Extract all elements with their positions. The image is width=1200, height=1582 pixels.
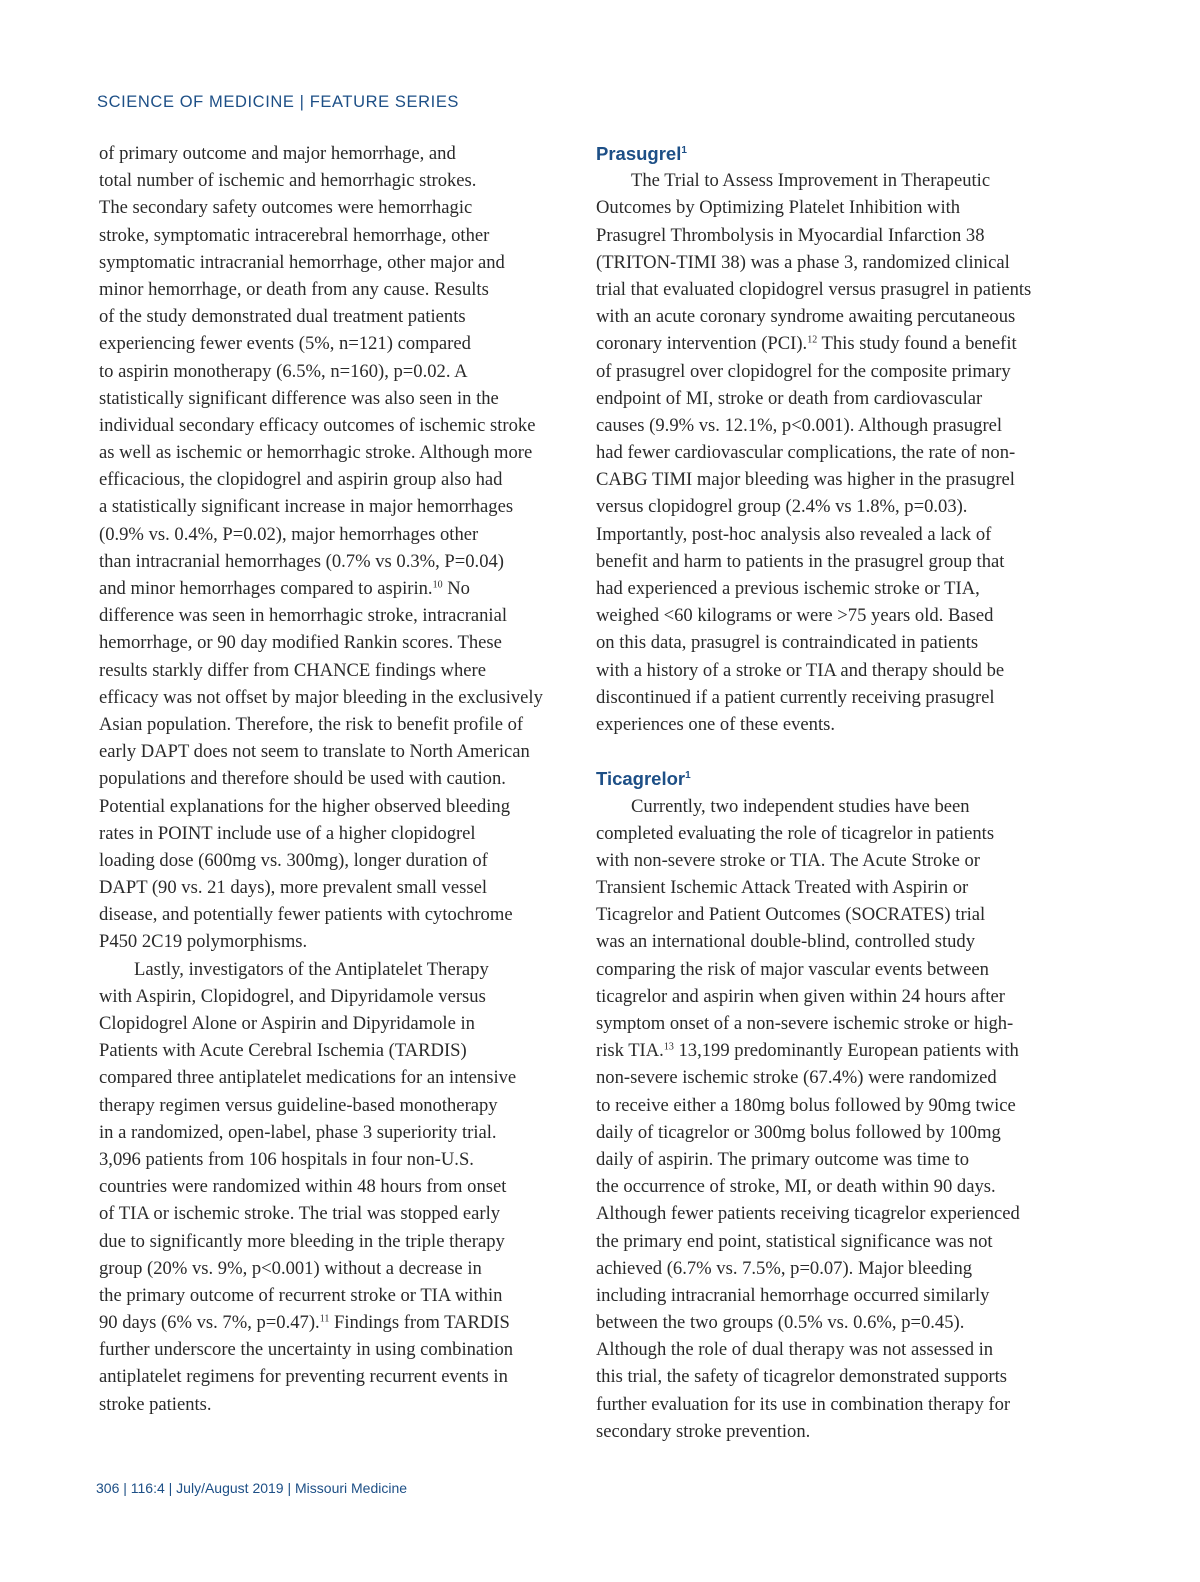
text-line: of the study demonstrated dual treatment patients [99, 306, 466, 328]
text-segment: No [442, 578, 470, 599]
text-line: efficacious, the clopidogrel and aspirin group also had [99, 469, 503, 491]
paragraph [99, 140, 573, 956]
text-line: difference was seen in hemorrhagic stroke, intracranial [99, 605, 508, 627]
text-line: further evaluation for its use in combination therapy for [596, 1393, 1011, 1415]
text-line: between the two groups (0.5% vs. 0.6%, p=0.45). [596, 1312, 965, 1334]
text-line: on this data, prasugrel is contraindicated in patients [596, 632, 979, 654]
text-line: Asian population. Therefore, the risk to benefit profile of [99, 713, 524, 735]
text-line: the occurrence of stroke, MI, or death within 90 days. [596, 1176, 996, 1198]
text-line: hemorrhage, or 90 day modified Rankin scores. These [99, 632, 502, 654]
text-line: to receive either a 180mg bolus followed by 90mg twice [596, 1094, 1016, 1116]
reference-number: 13 [663, 1041, 674, 1053]
text-line: Although fewer patients receiving ticagrelor experienced [596, 1203, 1020, 1225]
text-line: stroke, symptomatic intracerebral hemorrhage, other [99, 224, 490, 246]
paragraph [99, 956, 573, 1418]
text-line: minor hemorrhage, or death from any cause. Results [99, 278, 489, 300]
text-line: The secondary safety outcomes were hemorrhagic [99, 197, 473, 219]
text-segment: and minor hemorrhages compared to aspirin. [99, 578, 433, 599]
running-header: SCIENCE OF MEDICINE | FEATURE SERIES [97, 93, 460, 111]
right-column [596, 140, 1070, 1445]
text-line: of TIA or ischemic stroke. The trial was stopped early [99, 1203, 501, 1225]
text-line: populations and therefore should be used with caution. [99, 768, 506, 790]
text-line: Ticagrelor and Patient Outcomes (SOCRATES) trial [596, 904, 986, 926]
reference-number: 12 [807, 334, 818, 346]
text-line: daily of aspirin. The primary outcome was time to [596, 1148, 969, 1170]
text-line: Outcomes by Optimizing Platelet Inhibition with [596, 197, 961, 219]
text-line: Transient Ischemic Attack Treated with Aspirin or [596, 877, 969, 899]
reference-number: 1 [681, 145, 687, 156]
text-line [99, 1309, 573, 1336]
text-line: with Aspirin, Clopidogrel, and Dipyridamole versus [99, 985, 486, 1007]
section-gap [596, 738, 1070, 765]
page-footer: 306 | 116:4 | July/August 2019 | Missouri Medicine [96, 1480, 408, 1496]
heading-text: Prasugrel [596, 143, 682, 164]
text-line: symptomatic intracranial hemorrhage, other major and [99, 251, 505, 273]
text-line: comparing the risk of major vascular events between [596, 958, 989, 980]
text-line: with non-severe stroke or TIA. The Acute Stroke or [596, 849, 981, 871]
text-line: loading dose (600mg vs. 300mg), longer duration of [99, 849, 488, 871]
text-line: 3,096 patients from 106 hospitals in four non-U.S. [99, 1148, 474, 1170]
text-line: early DAPT does not seem to translate to North American [99, 741, 530, 763]
text-line: The Trial to Assess Improvement in Therapeutic [631, 170, 991, 192]
text-line: DAPT (90 vs. 21 days), more prevalent small vessel [99, 877, 487, 899]
text-line: P450 2C19 polymorphisms. [99, 931, 308, 953]
text-line: ticagrelor and aspirin when given within 24 hours after [596, 985, 1005, 1007]
text-line: stroke patients. [99, 1393, 212, 1415]
text-line: the primary outcome of recurrent stroke or TIA within [99, 1284, 503, 1306]
text-line: Patients with Acute Cerebral Ischemia (TARDIS) [99, 1040, 467, 1062]
text-line: Lastly, investigators of the Antiplatelet Therapy [134, 958, 489, 980]
paragraph [596, 167, 1070, 738]
text-line [596, 330, 1070, 357]
section-heading-ticagrelor [596, 765, 1070, 792]
text-line: total number of ischemic and hemorrhagic strokes. [99, 170, 477, 192]
text-line: (TRITON-TIMI 38) was a phase 3, randomized clinical [596, 251, 1010, 273]
text-line: symptom onset of a non-severe ischemic stroke or high- [596, 1013, 1014, 1034]
text-line: Prasugrel Thrombolysis in Myocardial Infarction 38 [596, 224, 985, 246]
text-line: with an acute coronary syndrome awaiting percutaneous [596, 306, 1016, 328]
text-line: in a randomized, open-label, phase 3 superiority trial. [99, 1121, 497, 1143]
left-column [99, 140, 573, 1418]
text-line: achieved (6.7% vs. 7.5%, p=0.07). Major bleeding [596, 1257, 973, 1279]
text-line: this trial, the safety of ticagrelor demonstrated supports [596, 1366, 1008, 1388]
reference-number: 10 [432, 579, 443, 591]
text-line: individual secondary efficacy outcomes of ischemic stroke [99, 414, 536, 436]
text-line: countries were randomized within 48 hours from onset [99, 1176, 507, 1198]
text-line: experiences one of these events. [596, 713, 836, 735]
text-line: statistically significant difference was also seen in the [99, 387, 499, 409]
text-line: Importantly, post-hoc analysis also revealed a lack of [596, 523, 992, 545]
text-line: group (20% vs. 9%, p<0.001) without a decrease in [99, 1257, 482, 1279]
text-line: versus clopidogrel group (2.4% vs 1.8%, p=0.03). [596, 496, 968, 518]
paragraph [596, 793, 1070, 1446]
text-line: daily of ticagrelor or 300mg bolus followed by 100mg [596, 1121, 1001, 1143]
text-line: Clopidogrel Alone or Aspirin and Dipyridamole in [99, 1013, 475, 1034]
text-line: the primary end point, statistical significance was not [596, 1230, 993, 1252]
text-line: had experienced a previous ischemic stroke or TIA, [596, 578, 980, 599]
text-line: of prasugrel over clopidogrel for the composite primary [596, 360, 1011, 382]
text-line: Although the role of dual therapy was not assessed in [596, 1339, 994, 1361]
reference-number: 11 [319, 1313, 330, 1325]
text-segment: coronary intervention (PCI). [596, 333, 808, 355]
text-line: to aspirin monotherapy (6.5%, n=160), p=0.02. A [99, 360, 468, 382]
reference-number: 1 [685, 770, 691, 782]
text-line: disease, and potentially fewer patients with cytochrome [99, 904, 513, 926]
text-line: causes (9.9% vs. 12.1%, p<0.001). Although prasugrel [596, 414, 1003, 436]
text-segment: 90 days (6% vs. 7%, p=0.47). [99, 1312, 320, 1334]
text-line: further underscore the uncertainty in using combination [99, 1339, 514, 1361]
text-line: Potential explanations for the higher observed bleeding [99, 795, 511, 817]
text-line: than intracranial hemorrhages (0.7% vs 0.3%, P=0.04) [99, 550, 504, 572]
text-line: secondary stroke prevention. [596, 1420, 811, 1442]
text-line [596, 1037, 1070, 1064]
text-line: as well as ischemic or hemorrhagic stroke. Although more [99, 442, 533, 464]
text-segment: 13,199 predominantly European patients with [673, 1040, 1019, 1062]
text-segment: This study found a benefit [817, 333, 1017, 355]
text-line: had fewer cardiovascular complications, the rate of non- [596, 442, 1016, 464]
text-line: trial that evaluated clopidogrel versus prasugrel in patients [596, 278, 1032, 300]
text-line: of primary outcome and major hemorrhage, and [99, 143, 456, 164]
text-line: weighed <60 kilograms or were >75 years old. Based [596, 605, 994, 627]
text-line: efficacy was not offset by major bleeding in the exclusively [99, 686, 543, 708]
text-line: was an international double-blind, controlled study [596, 931, 976, 953]
text-line: Currently, two independent studies have been [631, 795, 970, 817]
text-segment: Findings from TARDIS [329, 1312, 510, 1334]
heading-text: Ticagrelor [596, 768, 686, 790]
text-segment: risk TIA. [596, 1040, 664, 1062]
text-line: antiplatelet regimens for preventing recurrent events in [99, 1366, 508, 1388]
text-line: due to significantly more bleeding in the triple therapy [99, 1230, 505, 1252]
text-line: benefit and harm to patients in the prasugrel group that [596, 550, 1005, 572]
text-line: CABG TIMI major bleeding was higher in the prasugrel [596, 469, 1015, 491]
text-line: (0.9% vs. 0.4%, P=0.02), major hemorrhages other [99, 523, 479, 545]
text-line: completed evaluating the role of ticagrelor in patients [596, 822, 995, 844]
text-line [99, 575, 573, 602]
text-line: endpoint of MI, stroke or death from cardiovascular [596, 387, 983, 409]
text-line: therapy regimen versus guideline-based monotherapy [99, 1094, 498, 1116]
text-line: rates in POINT include use of a higher clopidogrel [99, 822, 476, 844]
text-line: compared three antiplatelet medications for an intensive [99, 1067, 517, 1089]
text-line: non-severe ischemic stroke (67.4%) were randomized [596, 1067, 997, 1089]
text-line: discontinued if a patient currently receiving prasugrel [596, 686, 995, 708]
text-line: a statistically significant increase in major hemorrhages [99, 496, 514, 518]
text-line: with a history of a stroke or TIA and therapy should be [596, 659, 1005, 681]
section-heading-prasugrel [596, 140, 1070, 167]
text-line: experiencing fewer events (5%, n=121) compared [99, 333, 471, 355]
text-line: results starkly differ from CHANCE findings where [99, 659, 486, 681]
text-line: including intracranial hemorrhage occurred similarly [596, 1284, 990, 1306]
